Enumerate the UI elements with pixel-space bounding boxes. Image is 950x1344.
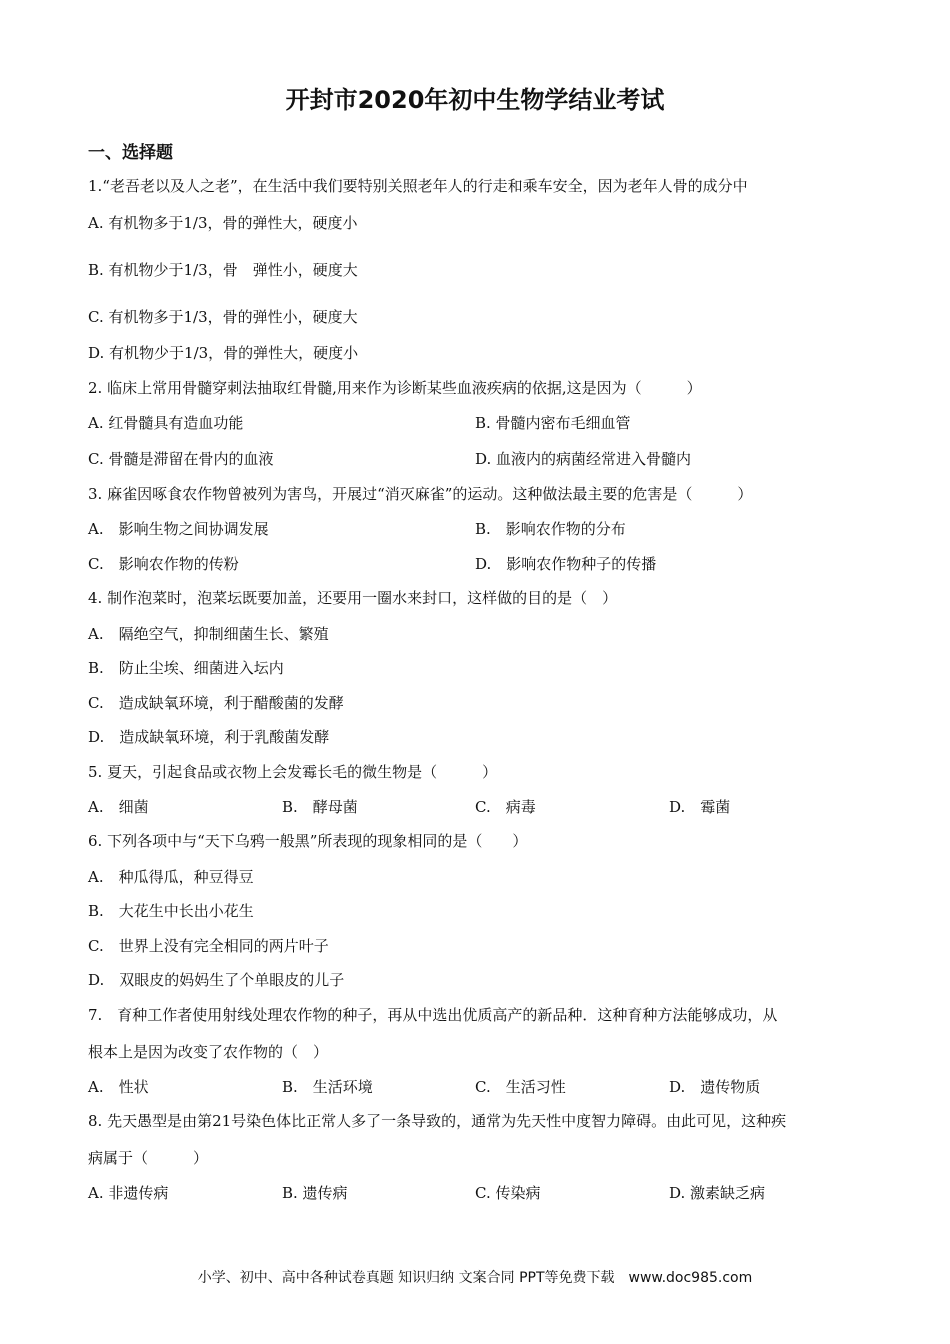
question-6-option-b: B. 大花生中长出小花生 — [88, 902, 254, 920]
question-2-stem: 2. 临床上常用骨髓穿刺法抽取红骨髓,用来作为诊断某些血液疾病的依据,这是因为（ ） — [88, 379, 702, 397]
question-1-stem: 1.“老吾老以及人之老”，在生活中我们要特别关照老年人的行走和乘车安全，因为老年人骨的成分中 — [88, 177, 748, 195]
question-7-stem-line-2: 根本上是因为改变了农作物的（ ） — [88, 1043, 329, 1061]
question-7-stem-line-1: 7. 育种工作者使用射线处理农作物的种子，再从中选出优质高产的新品种．这种育种方法能够成功，从 — [88, 1006, 778, 1024]
question-6-option-c: C. 世界上没有完全相同的两片叶子 — [88, 937, 329, 955]
question-3-option-a: A. 影响生物之间协调发展 — [88, 520, 269, 538]
question-5-option-b: B. 酵母菌 — [282, 798, 358, 816]
question-5-option-c: C. 病毒 — [475, 798, 536, 816]
question-7-option-b: B. 生活环境 — [282, 1078, 373, 1096]
question-4-option-c: C. 造成缺氧环境，利于醋酸菌的发酵 — [88, 694, 344, 712]
section-heading: 一、选择题 — [88, 143, 173, 163]
question-3-option-c: C. 影响农作物的传粉 — [88, 555, 239, 573]
question-4-stem: 4. 制作泡菜时，泡菜坛既要加盖，还要用一圈水来封口，这样做的目的是（ ） — [88, 589, 618, 607]
question-2-option-c: C. 骨髓是滞留在骨内的血液 — [88, 450, 274, 468]
question-5-option-a: A. 细菌 — [88, 798, 149, 816]
question-7-option-d: D. 遗传物质 — [669, 1078, 761, 1096]
question-8-option-d: D. 激素缺乏病 — [669, 1184, 766, 1202]
page-title: 开封市2020年初中生物学结业考试 — [285, 86, 665, 114]
question-4-option-a: A. 隔绝空气，抑制细菌生长、繁殖 — [88, 625, 329, 643]
question-1-option-a: A. 有机物多于1/3，骨的弹性大，硬度小 — [88, 214, 358, 232]
question-8-stem-line-1: 8. 先天愚型是由第21号染色体比正常人多了一条导致的，通常为先天性中度智力障碍。由此可见，这种疾 — [88, 1112, 787, 1130]
question-7-option-a: A. 性状 — [88, 1078, 149, 1096]
question-6-option-a: A. 种瓜得瓜，种豆得豆 — [88, 868, 254, 886]
question-1-option-d: D. 有机物少于1/3，骨的弹性大，硬度小 — [88, 344, 359, 362]
question-8-option-b: B. 遗传病 — [282, 1184, 348, 1202]
question-3-stem: 3. 麻雀因啄食农作物曾被列为害鸟，开展过“消灭麻雀”的运动。这种做法最主要的危害是（ ） — [88, 485, 753, 503]
question-6-option-d: D. 双眼皮的妈妈生了个单眼皮的儿子 — [88, 971, 345, 989]
page-footer[interactable]: 小学、初中、高中各种试卷真题 知识归纳 文案合同 PPT等免费下载 www.doc985.com — [197, 1270, 753, 1286]
question-2-option-a: A. 红骨髓具有造血功能 — [88, 414, 244, 432]
question-7-option-c: C. 生活习性 — [475, 1078, 566, 1096]
question-2-option-d: D. 血液内的病菌经常进入骨髓内 — [475, 450, 692, 468]
question-5-stem: 5. 夏天，引起食品或衣物上会发霉长毛的微生物是（ ） — [88, 763, 498, 781]
question-8-option-a: A. 非遗传病 — [88, 1184, 169, 1202]
question-1-option-b: B. 有机物少于1/3，骨 弹性小，硬度大 — [88, 261, 358, 279]
question-8-option-c: C. 传染病 — [475, 1184, 541, 1202]
question-3-option-b: B. 影响农作物的分布 — [475, 520, 626, 538]
question-2-option-b: B. 骨髓内密布毛细血管 — [475, 414, 631, 432]
question-3-option-d: D. 影响农作物种子的传播 — [475, 555, 657, 573]
question-4-option-b: B. 防止尘埃、细菌进入坛内 — [88, 659, 284, 677]
question-4-option-d: D. 造成缺氧环境，利于乳酸菌发酵 — [88, 728, 330, 746]
question-8-stem-line-2: 病属于（ ） — [88, 1149, 209, 1167]
question-1-option-c: C. 有机物多于1/3，骨的弹性小，硬度大 — [88, 308, 358, 326]
question-6-stem: 6. 下列各项中与“天下乌鸦一般黑”所表现的现象相同的是（ ） — [88, 832, 528, 850]
question-5-option-d: D. 霉菌 — [669, 798, 731, 816]
